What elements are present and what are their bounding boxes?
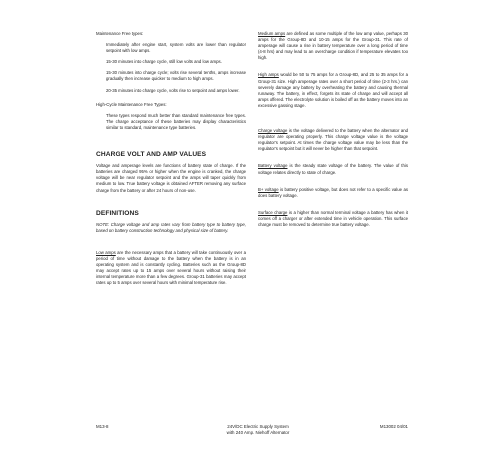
- term-medium-amps: Medium amps: [258, 31, 286, 36]
- mf-item-3: 15-30 minutes into charge cycle; volts rise several tenths, amps increase gradually then increase quicker to medium to high amps.: [106, 70, 246, 82]
- spacer: [96, 136, 246, 152]
- term-low-amps: Low amps: [96, 249, 116, 255]
- definition-text: are the necessary amps that a battery will take continuously over a period of time without damage to the battery when the battery is in an operating system and is constantly cycling. Batteries such as the Group-8D may accept rates up to 15 amps over several hours without raising their internal temperature more than a few degrees. Group-31 batteries may accept rates up to 5 amps over several hours with minimal temperature rise.: [96, 249, 246, 286]
- term-bplus-voltage: B+ voltage: [258, 186, 279, 192]
- mf-item-1: Immediately after engine start, system volts are lower than regulator setpoint with low amps.: [106, 42, 246, 54]
- mf-item-4: 20-35 minutes into charge cycle, volts rise to setpoint and amps lower.: [106, 87, 240, 93]
- footer-title-line-2: with 240 Amp. Niehoff Alternator: [226, 430, 290, 435]
- maint-free-heading: Maintenance Free types:: [96, 31, 144, 36]
- definition-battery-voltage: [258, 163, 408, 175]
- footer-doc-id: M13002 04/01: [379, 424, 408, 429]
- section-title-charge-volt-amp: CHARGE VOLT AND AMP VALUES: [96, 151, 207, 159]
- footer-title: [188, 424, 328, 436]
- definition-text: is the voltage delivered to the battery when the alternator and regulator are operating properly. This charge voltage value is the voltage regulator's setpoint. At times the charge voltage value may be less than the regulator's setpoint but it will never be higher than that setpoint.: [258, 128, 408, 152]
- definition-text: is a higher than normal terminal voltage a battery has when it comes off a charger or after extended time in vehicle operation. This surface charge must be removed to determine true battery voltage.: [258, 209, 408, 227]
- definition-medium-amps: [258, 31, 408, 61]
- mf-item-2: 15-30 minutes into charge cycle, still low volts and low amps.: [106, 59, 222, 65]
- footer-title-line-1: 24V/DC Electric Supply System: [227, 424, 289, 429]
- right-column: [258, 31, 408, 239]
- definition-text: would be 50 to 75 amps for a Group-8D, and 25 to 35 amps for a Group-31 size. High amperage rates over a short period of time (2-3 hrs.) can severely damage any battery by overheating the battery and causing thermal runaway. The battery, in effect, forgets its state of charge and will accept all amps offered. The electrolyte solution is boiled off as the battery moves into an excessive gassing stage.: [258, 72, 408, 108]
- high-cycle-text: These types respond much better than standard maintenance free types. The charge acceptance of these batteries may display characteristics similar to standard, maintenance type batteries.: [106, 112, 246, 130]
- spacer: [258, 120, 408, 128]
- definition-charge-voltage: [258, 128, 408, 152]
- section-title-definitions: DEFINITIONS: [96, 209, 139, 217]
- term-charge-voltage: Charge voltage: [258, 128, 288, 134]
- definition-surface-charge: [258, 210, 408, 228]
- definitions-note: NOTE: Charge voltage and amp rates vary from battery type to battery type, based on battery construction technology and physical size of battery.: [96, 221, 246, 233]
- footer-page-number: M13-8: [96, 424, 109, 429]
- term-surface-charge: Surface charge: [258, 209, 288, 215]
- left-column: [96, 31, 246, 295]
- charge-volt-amp-text: Voltage and amperage levels are functions of battery state of charge. If the batteries are charged 95% or higher when the engine is cranked, the charge voltage will be near regulator setpoint and the amps will taper quickly from medium to low. True battery voltage is obtained AFTER removing any surface charge from the battery or after 24 hours of non-use.: [96, 163, 246, 193]
- definition-bplus-voltage: [258, 187, 408, 199]
- term-high-amps: High amps: [258, 72, 279, 78]
- definition-high-amps: [258, 72, 408, 109]
- page-footer: [96, 424, 408, 440]
- definition-text: are defined as some multiple of the low amp value, perhaps 30 amps for the Group-8D and 10-15 amps for the Group-31. This rate of amperage will cause a rise in battery temperature over a long period of time (4-8 hrs) and may lead to an overcharge condition if temperature elevates too high.: [258, 31, 408, 61]
- definition-text: is the steady state voltage of the battery. The value of this voltage relates directly to state of charge.: [258, 163, 408, 175]
- definition-low-amps: [96, 250, 246, 287]
- term-battery-voltage: Battery voltage: [258, 163, 288, 169]
- definition-text: is battery positive voltage, but does not refer to a specific value as does battery voltage.: [258, 186, 408, 198]
- high-cycle-heading: High-Cycle Maintenance Free Types:: [96, 101, 167, 107]
